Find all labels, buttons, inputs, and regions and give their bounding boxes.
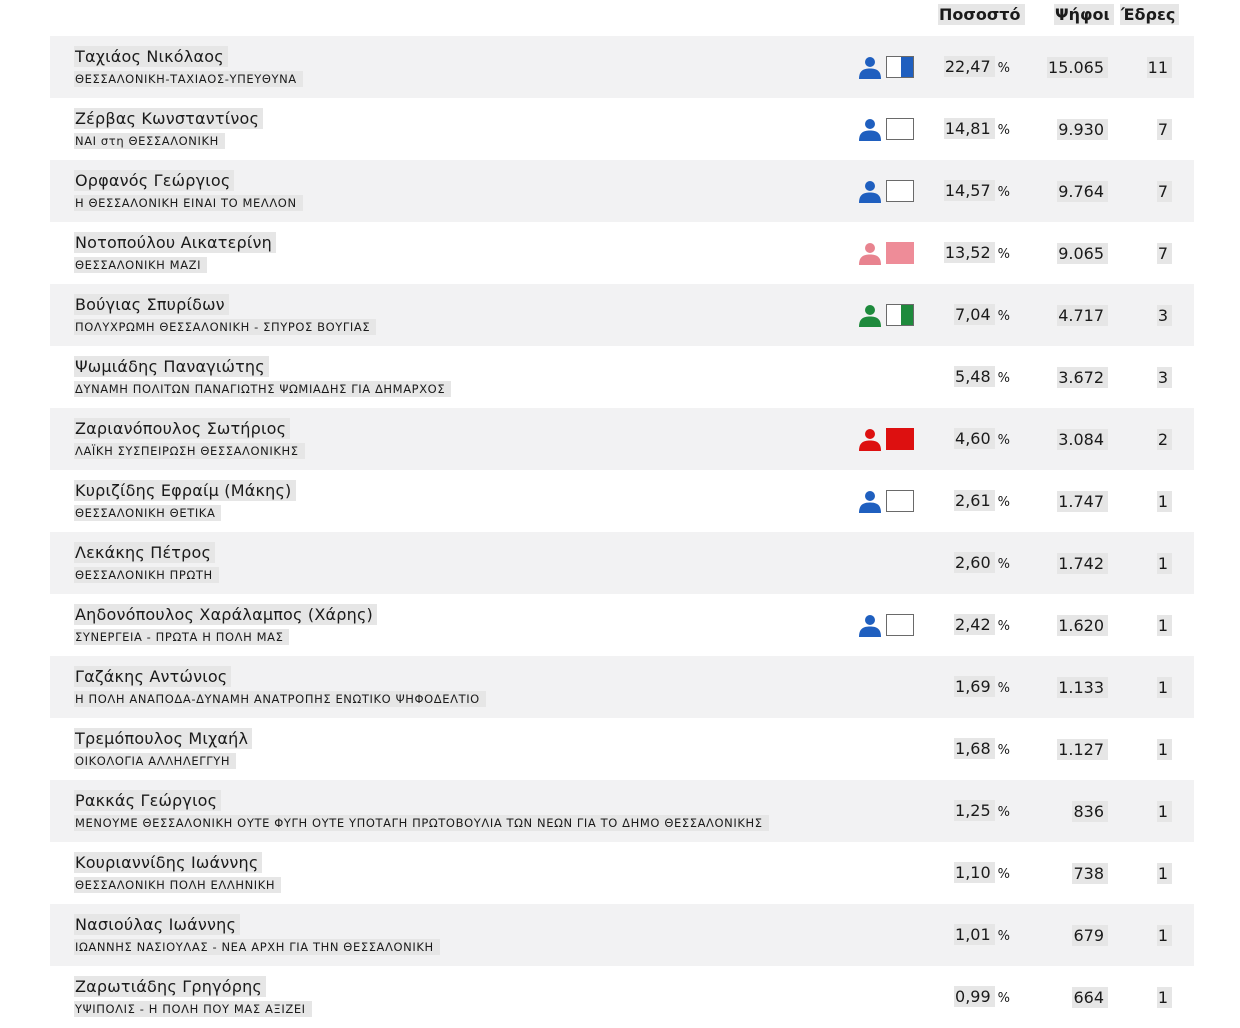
- person-icon: [858, 427, 882, 451]
- candidate-name[interactable]: Ζέρβας Κωνσταντίνος: [74, 108, 263, 129]
- party-name: ΘΕΣΣΑΛΟΝΙΚΗ ΠΡΩΤΗ: [74, 567, 219, 583]
- party-color-box: [886, 614, 914, 636]
- party-name-wrap: [74, 630, 289, 644]
- party-name: Η ΠΟΛΗ ΑΝΑΠΟΔΑ-ΔΥΝΑΜΗ ΑΝΑΤΡΟΠΗΣ ΕΝΩΤΙΚΟ ΨΗΦΟΔΕΛΤΙΟ: [74, 691, 486, 707]
- column-header-percent[interactable]: Ποσοστό: [938, 4, 1025, 25]
- vote-percent: [954, 677, 1010, 696]
- percent-sign: %: [997, 61, 1010, 76]
- party-color-box: [886, 56, 914, 78]
- party-name-wrap: [74, 258, 207, 272]
- party-name: ΘΕΣΣΑΛΟΝΙΚΗ ΘΕΤΙΚΑ: [74, 505, 221, 521]
- percent-sign: %: [997, 433, 1010, 448]
- party-name-wrap: [74, 692, 486, 706]
- seat-count: 1: [1157, 739, 1172, 760]
- vote-count: 1.747: [1057, 491, 1108, 512]
- party-name-wrap: [74, 754, 236, 768]
- percent-sign: %: [997, 681, 1010, 696]
- party-color-fill: [901, 305, 913, 325]
- seat-count: 1: [1157, 677, 1172, 698]
- person-icon: [858, 117, 882, 141]
- vote-percent-value: 0,99: [954, 986, 995, 1007]
- party-name: ΘΕΣΣΑΛΟΝΙΚΗ ΠΟΛΗ ΕΛΛΗΝΙΚΗ: [74, 877, 281, 893]
- party-name: Η ΘΕΣΣΑΛΟΝΙΚΗ ΕΙΝΑΙ ΤΟ ΜΕΛΛΟΝ: [74, 195, 303, 211]
- party-name-wrap: [74, 568, 219, 582]
- results-header: [0, 0, 1240, 36]
- candidate-name[interactable]: Τρεμόπουλος Μιχαήλ: [74, 728, 252, 749]
- party-name: ΘΕΣΣΑΛΟΝΙΚΗ-ΤΑΧΙΑΟΣ-ΥΠΕΥΘΥΝΑ: [74, 71, 303, 87]
- candidate-row[interactable]: [50, 594, 1194, 656]
- vote-count: 3.672: [1057, 367, 1108, 388]
- party-name-wrap: [74, 940, 440, 954]
- percent-sign: %: [997, 557, 1010, 572]
- candidate-name[interactable]: Βούγιας Σπυρίδων: [74, 294, 229, 315]
- seat-count: 7: [1157, 119, 1172, 140]
- party-name-wrap: [74, 444, 305, 458]
- vote-count: 738: [1072, 863, 1108, 884]
- party-name-wrap: [74, 134, 225, 148]
- vote-count: 15.065: [1047, 57, 1108, 78]
- candidate-row[interactable]: [50, 780, 1194, 842]
- candidate-row[interactable]: [50, 160, 1194, 222]
- vote-percent-value: 2,42: [954, 614, 995, 635]
- percent-sign: %: [997, 805, 1010, 820]
- vote-percent-value: 14,57: [944, 180, 995, 201]
- percent-sign: %: [997, 991, 1010, 1006]
- percent-sign: %: [997, 619, 1010, 634]
- party-color-box: [886, 242, 914, 264]
- party-name: ΠΟΛΥΧΡΩΜΗ ΘΕΣΣΑΛΟΝΙΚΗ - ΣΠΥΡΟΣ ΒΟΥΓΙΑΣ: [74, 319, 376, 335]
- vote-percent: [944, 57, 1010, 76]
- person-icon: [858, 303, 882, 327]
- seat-count: 1: [1157, 491, 1172, 512]
- vote-count: 9.930: [1057, 119, 1108, 140]
- candidate-row[interactable]: [50, 532, 1194, 594]
- party-name: ΙΩΑΝΝΗΣ ΝΑΣΙΟΥΛΑΣ - ΝΕΑ ΑΡΧΗ ΓΙΑ ΤΗΝ ΘΕΣΣΑΛΟΝΙΚΗ: [74, 939, 440, 955]
- candidate-name[interactable]: Λεκάκης Πέτρος: [74, 542, 215, 563]
- vote-percent: [954, 615, 1010, 634]
- vote-count: 9.065: [1057, 243, 1108, 264]
- vote-percent: [954, 553, 1010, 572]
- vote-percent-value: 14,81: [944, 118, 995, 139]
- party-name: ΛΑΪΚΗ ΣΥΣΠΕΙΡΩΣΗ ΘΕΣΣΑΛΟΝΙΚΗΣ: [74, 443, 305, 459]
- candidate-name[interactable]: Κουριαννίδης Ιωάννης: [74, 852, 262, 873]
- seat-count: 3: [1157, 367, 1172, 388]
- vote-percent-value: 5,48: [954, 366, 995, 387]
- vote-percent-value: 1,10: [954, 862, 995, 883]
- party-name-wrap: [74, 382, 451, 396]
- vote-percent-value: 7,04: [954, 304, 995, 325]
- vote-percent-value: 1,68: [954, 738, 995, 759]
- candidate-row[interactable]: [50, 284, 1194, 346]
- vote-count: 1.127: [1057, 739, 1108, 760]
- vote-percent: [954, 925, 1010, 944]
- candidate-row[interactable]: [50, 842, 1194, 904]
- candidate-row[interactable]: [50, 408, 1194, 470]
- vote-percent: [954, 987, 1010, 1006]
- vote-percent: [954, 863, 1010, 882]
- party-name: ΜΕΝΟΥΜΕ ΘΕΣΣΑΛΟΝΙΚΗ ΟΥΤΕ ΦΥΓΗ ΟΥΤΕ ΥΠΟΤΑΓΗ ΠΡΩΤΟΒΟΥΛΙΑ ΤΩΝ ΝΕΩΝ ΓΙΑ ΤΟ ΔΗΜΟ ΘΕΣΣΑΛΟΝΙΚΗΣ: [74, 815, 769, 831]
- vote-percent: [944, 119, 1010, 138]
- percent-sign: %: [997, 371, 1010, 386]
- person-icon: [858, 55, 882, 79]
- percent-sign: %: [997, 309, 1010, 324]
- party-color-box: [886, 304, 914, 326]
- vote-percent-value: 2,60: [954, 552, 995, 573]
- party-name-wrap: [74, 196, 303, 210]
- vote-count: 3.084: [1057, 429, 1108, 450]
- party-color-fill: [901, 57, 913, 77]
- party-color-box: [886, 490, 914, 512]
- candidate-row[interactable]: [50, 718, 1194, 780]
- seat-count: 7: [1157, 243, 1172, 264]
- party-color-box: [886, 428, 914, 450]
- vote-percent: [954, 801, 1010, 820]
- party-name-wrap: [74, 1002, 312, 1016]
- vote-count: 836: [1072, 801, 1108, 822]
- party-name: ΔΥΝΑΜΗ ΠΟΛΙΤΩΝ ΠΑΝΑΓΙΩΤΗΣ ΨΩΜΙΑΔΗΣ ΓΙΑ ΔΗΜΑΡΧΟΣ: [74, 381, 451, 397]
- party-name-wrap: [74, 878, 281, 892]
- vote-count: 664: [1072, 987, 1108, 1008]
- candidate-row[interactable]: [50, 904, 1194, 966]
- vote-percent-value: 1,25: [954, 800, 995, 821]
- person-icon: [858, 613, 882, 637]
- seat-count: 1: [1157, 801, 1172, 822]
- candidate-row[interactable]: [50, 36, 1194, 98]
- person-icon: [858, 241, 882, 265]
- candidate-name[interactable]: Νοτοπούλου Αικατερίνη: [74, 232, 276, 253]
- party-name-wrap: [74, 816, 769, 830]
- party-name: ΘΕΣΣΑΛΟΝΙΚΗ ΜΑΖΙ: [74, 257, 207, 273]
- percent-sign: %: [997, 247, 1010, 262]
- percent-sign: %: [997, 185, 1010, 200]
- vote-count: 679: [1072, 925, 1108, 946]
- party-name: ΣΥΝΕΡΓΕΙΑ - ΠΡΩΤΑ Η ΠΟΛΗ ΜΑΣ: [74, 629, 289, 645]
- person-icon: [858, 179, 882, 203]
- vote-percent-value: 1,69: [954, 676, 995, 697]
- candidate-name[interactable]: Ταχιάος Νικόλαος: [74, 46, 228, 67]
- seat-count: 1: [1157, 925, 1172, 946]
- seat-count: 1: [1157, 615, 1172, 636]
- seat-count: 3: [1157, 305, 1172, 326]
- person-icon: [858, 489, 882, 513]
- vote-count: 1.742: [1057, 553, 1108, 574]
- candidate-name[interactable]: Γαζάκης Αντώνιος: [74, 666, 231, 687]
- party-color-box: [886, 180, 914, 202]
- percent-sign: %: [997, 743, 1010, 758]
- vote-count: 9.764: [1057, 181, 1108, 202]
- candidate-name[interactable]: Νασιούλας Ιωάννης: [74, 914, 240, 935]
- candidate-name[interactable]: Ρακκάς Γεώργιος: [74, 790, 221, 811]
- results-table: [50, 36, 1194, 1028]
- vote-percent-value: 2,61: [954, 490, 995, 511]
- candidate-name[interactable]: Ψωμιάδης Παναγιώτης: [74, 356, 269, 377]
- candidate-name[interactable]: Αηδονόπουλος Χαράλαμπος (Χάρης): [74, 604, 377, 625]
- party-name: ΥΨΙΠΟΛΙΣ - Η ΠΟΛΗ ΠΟΥ ΜΑΣ ΑΞΙΖΕΙ: [74, 1001, 312, 1017]
- party-name-wrap: [74, 320, 376, 334]
- column-header-votes[interactable]: Ψήφοι: [1054, 4, 1114, 25]
- candidate-name[interactable]: Ζαριανόπουλος Σωτήριος: [74, 418, 290, 439]
- seat-count: 11: [1147, 57, 1172, 78]
- seat-count: 2: [1157, 429, 1172, 450]
- party-name: ΟΙΚΟΛΟΓΙΑ ΑΛΛΗΛΕΓΓΥΗ: [74, 753, 236, 769]
- candidate-row[interactable]: [50, 470, 1194, 532]
- vote-count: 4.717: [1057, 305, 1108, 326]
- vote-percent-value: 13,52: [944, 242, 995, 263]
- seat-count: 1: [1157, 553, 1172, 574]
- vote-count: 1.133: [1057, 677, 1108, 698]
- candidate-row[interactable]: [50, 966, 1194, 1028]
- candidate-row[interactable]: [50, 656, 1194, 718]
- party-name-wrap: [74, 506, 221, 520]
- vote-percent-value: 1,01: [954, 924, 995, 945]
- candidate-name[interactable]: Ορφανός Γεώργιος: [74, 170, 234, 191]
- candidate-row[interactable]: [50, 222, 1194, 284]
- seat-count: 1: [1157, 987, 1172, 1008]
- percent-sign: %: [997, 867, 1010, 882]
- vote-percent: [944, 243, 1010, 262]
- vote-percent: [944, 181, 1010, 200]
- candidate-name[interactable]: Ζαρωτιάδης Γρηγόρης: [74, 976, 266, 997]
- party-name-wrap: [74, 72, 303, 86]
- percent-sign: %: [997, 123, 1010, 138]
- party-color-box: [886, 118, 914, 140]
- vote-percent: [954, 429, 1010, 448]
- percent-sign: %: [997, 929, 1010, 944]
- vote-percent: [954, 305, 1010, 324]
- party-name: ΝΑΙ στη ΘΕΣΣΑΛΟΝΙΚΗ: [74, 133, 225, 149]
- candidate-name[interactable]: Κυριζίδης Εφραίμ (Μάκης): [74, 480, 296, 501]
- candidate-row[interactable]: [50, 346, 1194, 408]
- seat-count: 1: [1157, 863, 1172, 884]
- candidate-row[interactable]: [50, 98, 1194, 160]
- vote-percent-value: 22,47: [944, 56, 995, 77]
- vote-percent: [954, 739, 1010, 758]
- vote-percent: [954, 491, 1010, 510]
- percent-sign: %: [997, 495, 1010, 510]
- vote-count: 1.620: [1057, 615, 1108, 636]
- column-header-seats[interactable]: Έδρες: [1120, 4, 1179, 25]
- seat-count: 7: [1157, 181, 1172, 202]
- vote-percent: [954, 367, 1010, 386]
- vote-percent-value: 4,60: [954, 428, 995, 449]
